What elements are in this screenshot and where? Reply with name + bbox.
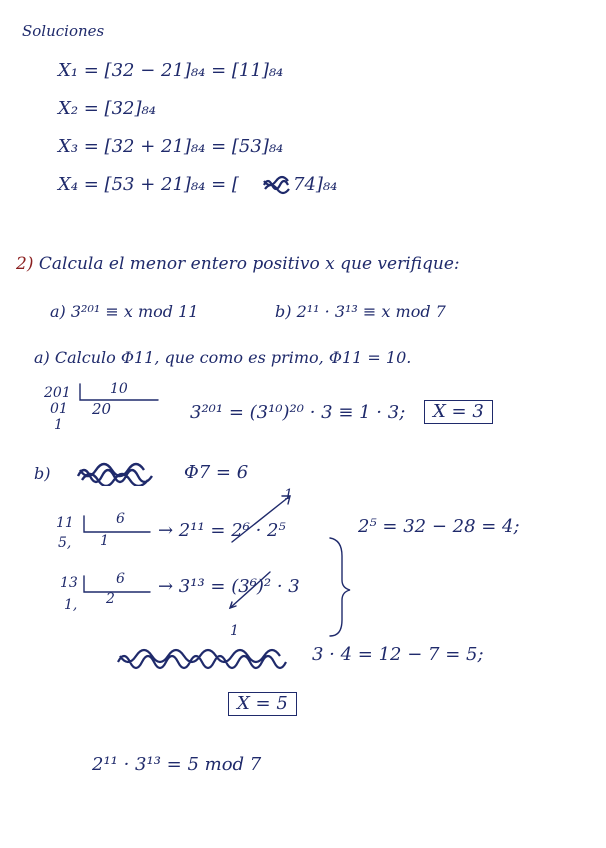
problem-text: Calcula el menor entero positivo x que verifique: <box>38 254 460 274</box>
expression-2-pow-11: → 2¹¹ = 2⁶ · 2⁵ <box>158 520 286 541</box>
solution-x4-left: X₄ = [53 + 21]₈₄ = [ <box>58 174 239 195</box>
result-b-box: X = 5 <box>228 692 297 716</box>
below-one: 1 <box>230 623 239 639</box>
superscript-one: 1 <box>284 487 293 503</box>
crossed-out-line <box>114 648 290 672</box>
division-b1-quotient: 1 <box>100 533 109 549</box>
problem-number: 2) <box>16 254 34 274</box>
division-b2-quotient: 2 <box>106 591 115 607</box>
solution-x2: X₂ = [32]₈₄ <box>58 98 156 119</box>
solution-a-computation: 3²⁰¹ = (3¹⁰)²⁰ · 3 ≡ 1 · 3; <box>190 402 406 423</box>
page-title: Soluciones <box>22 22 105 40</box>
crossed-out-text <box>74 460 158 486</box>
side-calculation: 2⁵ = 32 − 28 = 4; <box>358 516 520 537</box>
division-b1-divisor: 6 <box>116 511 125 527</box>
product-calculation: 3 · 4 = 12 − 7 = 5; <box>312 644 484 665</box>
result-a-box: X = 3 <box>424 400 493 424</box>
solution-x4-right: 74]₈₄ <box>293 174 338 195</box>
final-statement: 2¹¹ · 3¹³ = 5 mod 7 <box>92 754 262 775</box>
phi-seven: Φ7 = 6 <box>184 462 249 483</box>
division-b2-dividend: 13 <box>60 575 78 591</box>
division-b1-dividend: 11 <box>56 515 74 531</box>
solution-x1: X₁ = [32 − 21]₈₄ = [11]₈₄ <box>58 60 284 81</box>
solution-b-label: b) <box>34 464 51 483</box>
division-b2-divisor: 6 <box>116 571 125 587</box>
division-a-quotient: 20 <box>92 400 112 418</box>
expression-3-pow-13: → 3¹³ = (3⁶)² · 3 <box>158 576 300 597</box>
solution-a-line: a) Calculo Φ11, que como es primo, Φ11 = 10. <box>34 348 412 367</box>
part-a-statement: a) 3²⁰¹ ≡ x mod 11 <box>50 302 199 321</box>
division-b2-remainder: 1, <box>64 597 78 613</box>
problem-statement <box>16 256 460 273</box>
division-a-remainders: 01 <box>50 401 68 417</box>
crossed-out-digits <box>262 174 292 196</box>
division-a-divisor: 10 <box>110 381 128 397</box>
division-a-dividend: 201 <box>44 385 71 401</box>
division-a-last: 1 <box>54 417 63 433</box>
division-b1-remainder: 5, <box>58 535 72 551</box>
part-b-statement: b) 2¹¹ · 3¹³ ≡ x mod 7 <box>275 302 446 321</box>
solution-x3: X₃ = [32 + 21]₈₄ = [53]₈₄ <box>58 136 284 157</box>
